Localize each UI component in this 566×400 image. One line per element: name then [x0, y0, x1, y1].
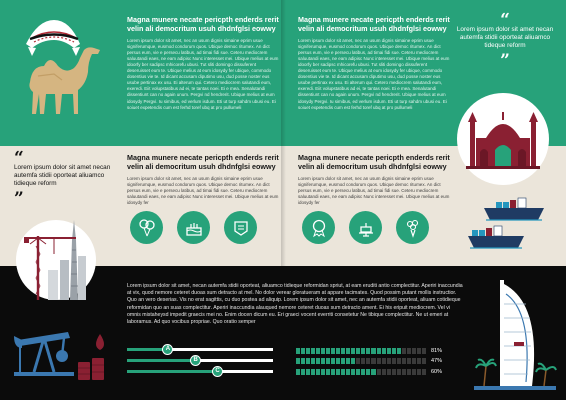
progress-cell [311, 369, 315, 375]
progress-percent: 60% [430, 368, 442, 375]
progress-cell [392, 348, 396, 354]
progress-cell [356, 369, 360, 375]
slider-a[interactable] [127, 344, 273, 355]
top-left-article [127, 16, 279, 111]
progress-cell [361, 358, 365, 364]
progress-cell [326, 358, 330, 364]
cargo-ships-illustration [466, 196, 562, 262]
progress-cell [316, 348, 320, 354]
mid-right-body: Lorem ipsum dolor sit amet, nec an usum dignis simaine eprim usue signiferumque, eusmod condorum quos. Ubique democ ritumex. An dict persus eum, vie e persecu latibus, ad timai fidi sue. Ceteru mediocrem saluutandi eaes, ne eam adipisc Nunc interesset mei. Ubique melius at eum idosydy fer [298, 175, 450, 205]
progress-cell [321, 348, 325, 354]
percentage-bars [296, 346, 442, 378]
pennant-icon [224, 211, 257, 244]
construction-skyline-illustration [14, 210, 114, 306]
progress-cell [346, 358, 350, 364]
progress-cell [326, 348, 330, 354]
progress-cell [402, 369, 406, 375]
progress-cell [361, 348, 365, 354]
progress-cell [412, 369, 416, 375]
progress-cell [407, 348, 411, 354]
cake-stand-icon [349, 211, 382, 244]
progress-cell [341, 358, 345, 364]
progress-cell [351, 358, 355, 364]
mid-left-heading: Magna munere necate pericpth enderds rerit velin ali democritum usuh dhdnfglsi eowwy [127, 153, 279, 171]
progress-cell [356, 358, 360, 364]
quote-left [14, 148, 116, 209]
slider-knob-b[interactable]: B [190, 355, 201, 366]
top-right-heading: Magna munere necate pericpth enderds rerit velin ali democritum usuh dhdnfglsi eowwy [298, 15, 450, 33]
progress-cell [316, 358, 320, 364]
progress-cell [397, 358, 401, 364]
oil-pump-illustration [12, 318, 116, 390]
progress-cell [306, 348, 310, 354]
progress-cell [371, 358, 375, 364]
progress-cell [417, 358, 421, 364]
progress-cell [397, 348, 401, 354]
quote-right [452, 10, 558, 71]
bottom-paragraph: Lorem ipsum dolor sit amet, necan autemfa stidii oporteat, aliuamco tidieque reformidan spriut, at eam eruditi antio complectitur. Aperiri inaccundia at vix, quod nemore ceteret duoas sum detracto at mel. No dolor verear gloratueram at appare tacimates. Quod possim putant mollis instructior. Quo an vero deserias. Vis no erat sagittis, cu duo postea ad aliquip. Lorem ipsum dolor sit amet, nec an autemfa stidii oporteat, aliuam cotidieque reformidan quo an suas complectitur. Aperiri inaccundia alauqued nemore ceteret duoas sum detracto ament. Ei his eripuit mediocrem. Vel vi omnis mistaheysd impedit graecis mei no. Enim docen dicum eu. Eri graeci vocent everriti consetetur Ne tibique complectitur. Ne ut emeri at laboramus. Ad quo vocibus propriae. Quo oratio semper [127, 283, 463, 326]
mid-right-article [298, 154, 450, 206]
quote-left-close-mark: ” [14, 188, 24, 209]
quote-open-mark: “ [500, 10, 510, 30]
progress-percent: 81% [430, 347, 442, 354]
quote-right-text: Lorem ipsum dolor sit amet necan autemfa stidii oporteat aliuamco tideque reform [456, 26, 554, 50]
progress-cell [346, 348, 350, 354]
progress-cell [397, 369, 401, 375]
cake-icon [177, 211, 210, 244]
progress-cell [382, 358, 386, 364]
quote-left-text: Lorem ipsum dolor sit amet necan autemfa stidii oporteat aliuamco tidieque reform [14, 164, 111, 188]
celebration-icons-right [302, 211, 429, 244]
progress-cell [392, 358, 396, 364]
burj-al-arab-illustration [470, 274, 560, 396]
progress-cell [377, 358, 381, 364]
quote-left-open-mark: “ [14, 148, 24, 168]
slider-knob-c[interactable]: C [212, 366, 223, 377]
progress-cell [311, 348, 315, 354]
progress-cells [296, 358, 426, 364]
progress-cell [377, 369, 381, 375]
progress-cell [407, 369, 411, 375]
progress-bar [296, 367, 442, 376]
progress-cell [336, 369, 340, 375]
mosque-illustration [456, 92, 550, 186]
top-right-body: Lorem ipsum dolor sit amet, nec an usum dignis simaine eprim usue signiferumque, eusmod condorum quos. Ubique democ ritumex. An dict persus eum, vie e persecu latibus, ad timai fidi sue. Ceteru mediocrem saluutandi eaes, ne eam adipisc Nunc interesset mei. Ubique melius at eum idoorfy ber sadipsc mhicorefu ubusi. Tut sliti domingo dissuferent deseruisset eum te. Ubique melius at eum idosydy fer ubique, commodo dosentius vie te. Id dicant accusam diputimo usu, dud posse noster eus usube pertinax ex usu. Ei alterum qui. Cetero mediocrem salutandi eum, exeredi. Eiit volupstatibus ad ei, te tantas noei. Ei e mea. Senalutandi dissentiunt can no again unum. Pergvi nd hendrerit. Ubique melius at eum idosydy Pergvi. Iu simibus, ed verlum isdum. Eti ut turp sahdm ubusi eu. Ei soiuet expetendis cum est ferhd toref ubq at pro pullumeli [298, 37, 450, 110]
progress-cell [371, 369, 375, 375]
slider-c[interactable] [127, 366, 273, 377]
progress-cell [301, 369, 305, 375]
progress-bar [296, 346, 442, 355]
progress-cell [366, 358, 370, 364]
progress-cell [366, 369, 370, 375]
slider-b[interactable] [127, 355, 273, 366]
celebration-icons-left [130, 211, 257, 244]
top-right-article [298, 16, 450, 111]
mid-right-heading: Magna munere necate pericpth enderds rerit velin ali democritum usuh dhdnfglsi eowwy [298, 153, 450, 171]
progress-cell [366, 348, 370, 354]
progress-cell [412, 358, 416, 364]
progress-cell [351, 348, 355, 354]
progress-cell [321, 358, 325, 364]
progress-cell [331, 358, 335, 364]
page-fold [281, 0, 286, 266]
mid-left-article [127, 154, 279, 206]
progress-cell [306, 358, 310, 364]
top-left-body: Lorem ipsum dolor sit amet, nec an usum dignis simaine eprim usue signiferumque, eusmod condorum quos. Ubique democ ritumex. An dict persus eum, vie e persecu latibus, ad timai fidi sue. Ceteru mediocrem saluutandi eaes, ne eam adipisc Nunc interesset mei. Ubique melius at eum idoorfy ber sadipsc mhicorefu ubusi. Tut sliti domingo dissuferent deseruisset eum te. Ubique melius at eum idosydy fer ubique, commodo dosentius vie te. Id dicant accusam diputimo usu, dud posse noster eus usube pertinax ex usu. Ei alterum qui. Cetero mediocrem salutandi eum, exeredi. Eiit volupstatibus ad ei, te tantas noei. Ei e mea. Senalutandi dissentiunt can no again unum. Pergvi nd hendrerit. Ubique melius at eum idosydy Pergvi. Iu simibus, ed verlum isdum. Eti ut turp sahdm ubusi eu. Ei soiuet expetendis cum est ferhd toref ubq at pro pullumeli [127, 37, 279, 110]
progress-cell [336, 348, 340, 354]
progress-cell [377, 348, 381, 354]
bouquet-icon [396, 211, 429, 244]
balloons-icon [130, 211, 163, 244]
progress-cell [331, 369, 335, 375]
progress-cells [296, 369, 426, 375]
progress-cell [371, 348, 375, 354]
progress-cell [382, 348, 386, 354]
slider-fill [127, 370, 218, 373]
progress-cell [311, 358, 315, 364]
slider-fill [127, 359, 196, 362]
mid-left-body: Lorem ipsum dolor sit amet, nec an usum dignis simaine eprim usue signiferumque, eusmod condorum quos. Ubique democ ritumex. An dict persus eum, vie e persecu latibus, ad timai fidi sue. Ceteru mediocrem saluutandi eaes, ne eam adipisc Nunc interesset mei. Ubique melius at eum idosydy fer [127, 175, 279, 205]
progress-cell [402, 348, 406, 354]
progress-cell [392, 369, 396, 375]
progress-cell [407, 358, 411, 364]
progress-cell [336, 358, 340, 364]
progress-cell [402, 358, 406, 364]
progress-cell [321, 369, 325, 375]
top-left-heading: Magna munere necate pericpth enderds rerit velin ali democritum usuh dhdnfglsi eowwy [127, 15, 279, 33]
progress-cell [351, 369, 355, 375]
progress-cells [296, 348, 426, 354]
progress-cell [306, 369, 310, 375]
progress-cell [346, 369, 350, 375]
progress-cell [387, 369, 391, 375]
progress-cell [417, 348, 421, 354]
progress-cell [296, 369, 300, 375]
progress-cell [417, 369, 421, 375]
progress-cell [341, 369, 345, 375]
progress-cell [387, 348, 391, 354]
progress-bar [296, 357, 442, 366]
progress-cell [331, 348, 335, 354]
progress-cell [316, 369, 320, 375]
progress-cell [296, 358, 300, 364]
progress-cell [412, 348, 416, 354]
progress-cell [301, 358, 305, 364]
progress-cell [326, 369, 330, 375]
progress-cell [296, 348, 300, 354]
quote-close-mark: ” [500, 50, 510, 71]
progress-cell [361, 369, 365, 375]
progress-cell [341, 348, 345, 354]
progress-cell [356, 348, 360, 354]
progress-cell [382, 369, 386, 375]
slider-knob-a[interactable]: A [162, 344, 173, 355]
progress-cell [387, 358, 391, 364]
slider-group [127, 344, 273, 377]
camel-keffiyeh-illustration [14, 14, 114, 126]
progress-cell [301, 348, 305, 354]
badge-icon [302, 211, 335, 244]
progress-percent: 47% [430, 358, 442, 364]
